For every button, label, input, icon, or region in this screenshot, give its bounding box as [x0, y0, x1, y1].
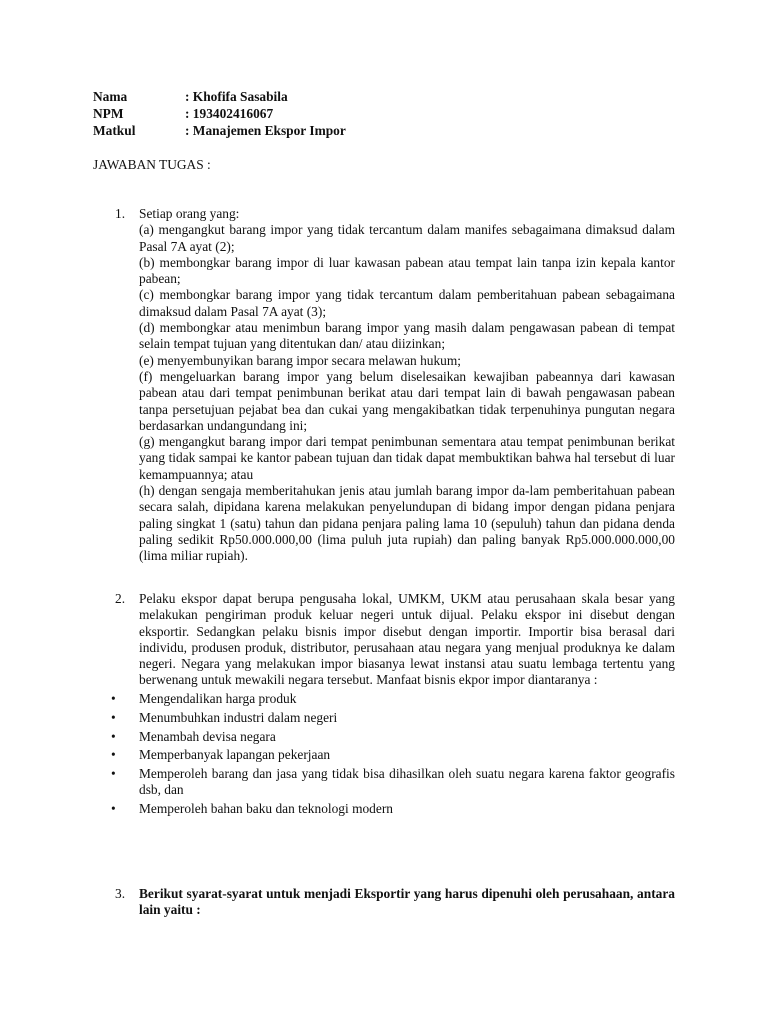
answer-line: (d) membongkar atau menimbun barang impor yang masih dalam pengawasan pabean di tempat selain tempat tujuan yang ditentukan dan/ atau diizinkan;	[139, 320, 675, 352]
answer-line: (g) mengangkut barang impor dari tempat penimbunan sementara atau tempat penimbunan berikat yang tidak sampai ke kantor pabean tujuan dan tidak dapat membuktikan bahwa hal tersebut di luar kemampuannya; atau	[139, 434, 675, 482]
answer-body	[139, 591, 675, 689]
list-item-text: Mengendalikan harga produk	[139, 691, 297, 707]
answer-line: (e) menyembunyikan barang impor secara melawan hukum;	[139, 352, 462, 368]
answer-line: Setiap orang yang:	[139, 206, 240, 221]
list-item-text: Memperoleh bahan baku dan teknologi modern	[139, 800, 393, 816]
list-item	[93, 710, 675, 726]
task-title: JAWABAN TUGAS :	[93, 157, 211, 172]
info-row-course	[93, 122, 346, 139]
answer-paragraph: Pelaku ekspor dapat berupa pengusaha lokal, UMKM, UKM atau perusahaan skala besar yang melakukan pengiriman produk keluar negeri untuk dijual. Pelaku ekspor ini disebut dengan eksportir. Sedangkan pelaku bisnis impor disebut dengan importir. Importir bisa berasal dari individu, produsen produk, distributor, perusahaan atau negara yang menjual produknya ke dalam negeri. Negara yang melakukan impor biasanya lewat instansi atau suatu lembaga tertentu yang berwenang untuk mewakili negara tersebut. Manfaat bisnis ekpor impor diantaranya :	[139, 591, 675, 688]
list-item	[93, 801, 675, 817]
info-row-npm	[93, 105, 346, 122]
bullet-icon: •	[111, 747, 116, 763]
benefit-list	[93, 691, 675, 817]
answer-1	[93, 206, 675, 565]
answer-paragraph: Berikut syarat-syarat untuk menjadi Eksportir yang harus dipenuhi oleh perusahaan, antara lain yaitu :	[139, 886, 675, 918]
list-item	[93, 729, 675, 745]
answer-line: (c) membongkar barang impor yang tidak tercantum dalam pemberitahuan pabean sebagaimana dimaksud dalam Pasal 7A ayat (3);	[139, 287, 675, 319]
answer-line: (h) dengan sengaja memberitahukan jenis atau jumlah barang impor da-lam pemberitahuan pabean secara salah, dipidana karena melakukan penyelundupan di bidang impor dengan pidana penjara paling singkat 1 (satu) tahun dan pidana penjara paling lama 10 (sepuluh) tahun dan pidana denda paling sedikit Rp50.000.000,00 (lima puluh juta rupiah) dan paling banyak Rp5.000.000.000,00 (lima miliar rupiah).	[139, 483, 675, 564]
answer-body	[139, 886, 675, 919]
bullet-icon: •	[111, 728, 116, 744]
info-label: NPM	[93, 106, 124, 121]
bullet-icon: •	[111, 709, 116, 725]
info-value: : Manajemen Ekspor Impor	[185, 123, 346, 138]
list-item	[93, 747, 675, 763]
bullet-icon: •	[111, 765, 116, 781]
list-item-text: Menambah devisa negara	[139, 728, 276, 744]
list-item	[93, 766, 675, 799]
bullet-icon: •	[111, 691, 116, 707]
list-item	[93, 691, 675, 707]
answer-number: 3.	[115, 886, 126, 901]
student-info	[93, 88, 346, 139]
answer-2	[93, 591, 675, 817]
list-item-text: Memperbanyak lapangan pekerjaan	[139, 747, 331, 763]
info-label: Matkul	[93, 123, 136, 138]
info-row-name	[93, 88, 346, 105]
answer-number: 1.	[115, 206, 126, 221]
bullet-icon: •	[111, 800, 116, 816]
info-value: : 193402416067	[185, 106, 274, 121]
list-item-text: Menumbuhkan industri dalam negeri	[139, 709, 338, 725]
answer-line: (f) mengeluarkan barang impor yang belum diselesaikan kewajiban pabeannya dari kawasan pabean atau dari tempat penimbunan berikat atau dari tempat lain di bawah pengawasan pabean tanpa persetujuan pejabat bea dan cukai yang mengakibatkan tidak terpenuhinya pungutan negara berdasarkan undangundang ini;	[139, 368, 675, 433]
list-item-text: Memperoleh barang dan jasa yang tidak bisa dihasilkan oleh suatu negara karena faktor geografis dsb, dan	[139, 765, 675, 798]
info-label: Nama	[93, 89, 128, 104]
answer-3	[93, 886, 675, 919]
answer-number: 2.	[115, 591, 126, 606]
info-value: : Khofifa Sasabila	[185, 89, 288, 104]
answer-body	[139, 206, 675, 565]
answer-line: (a) mengangkut barang impor yang tidak tercantum dalam manifes sebagaimana dimaksud dalam Pasal 7A ayat (2);	[139, 222, 675, 254]
answer-line: (b) membongkar barang impor di luar kawasan pabean atau tempat lain tanpa izin kepala kantor pabean;	[139, 254, 675, 287]
